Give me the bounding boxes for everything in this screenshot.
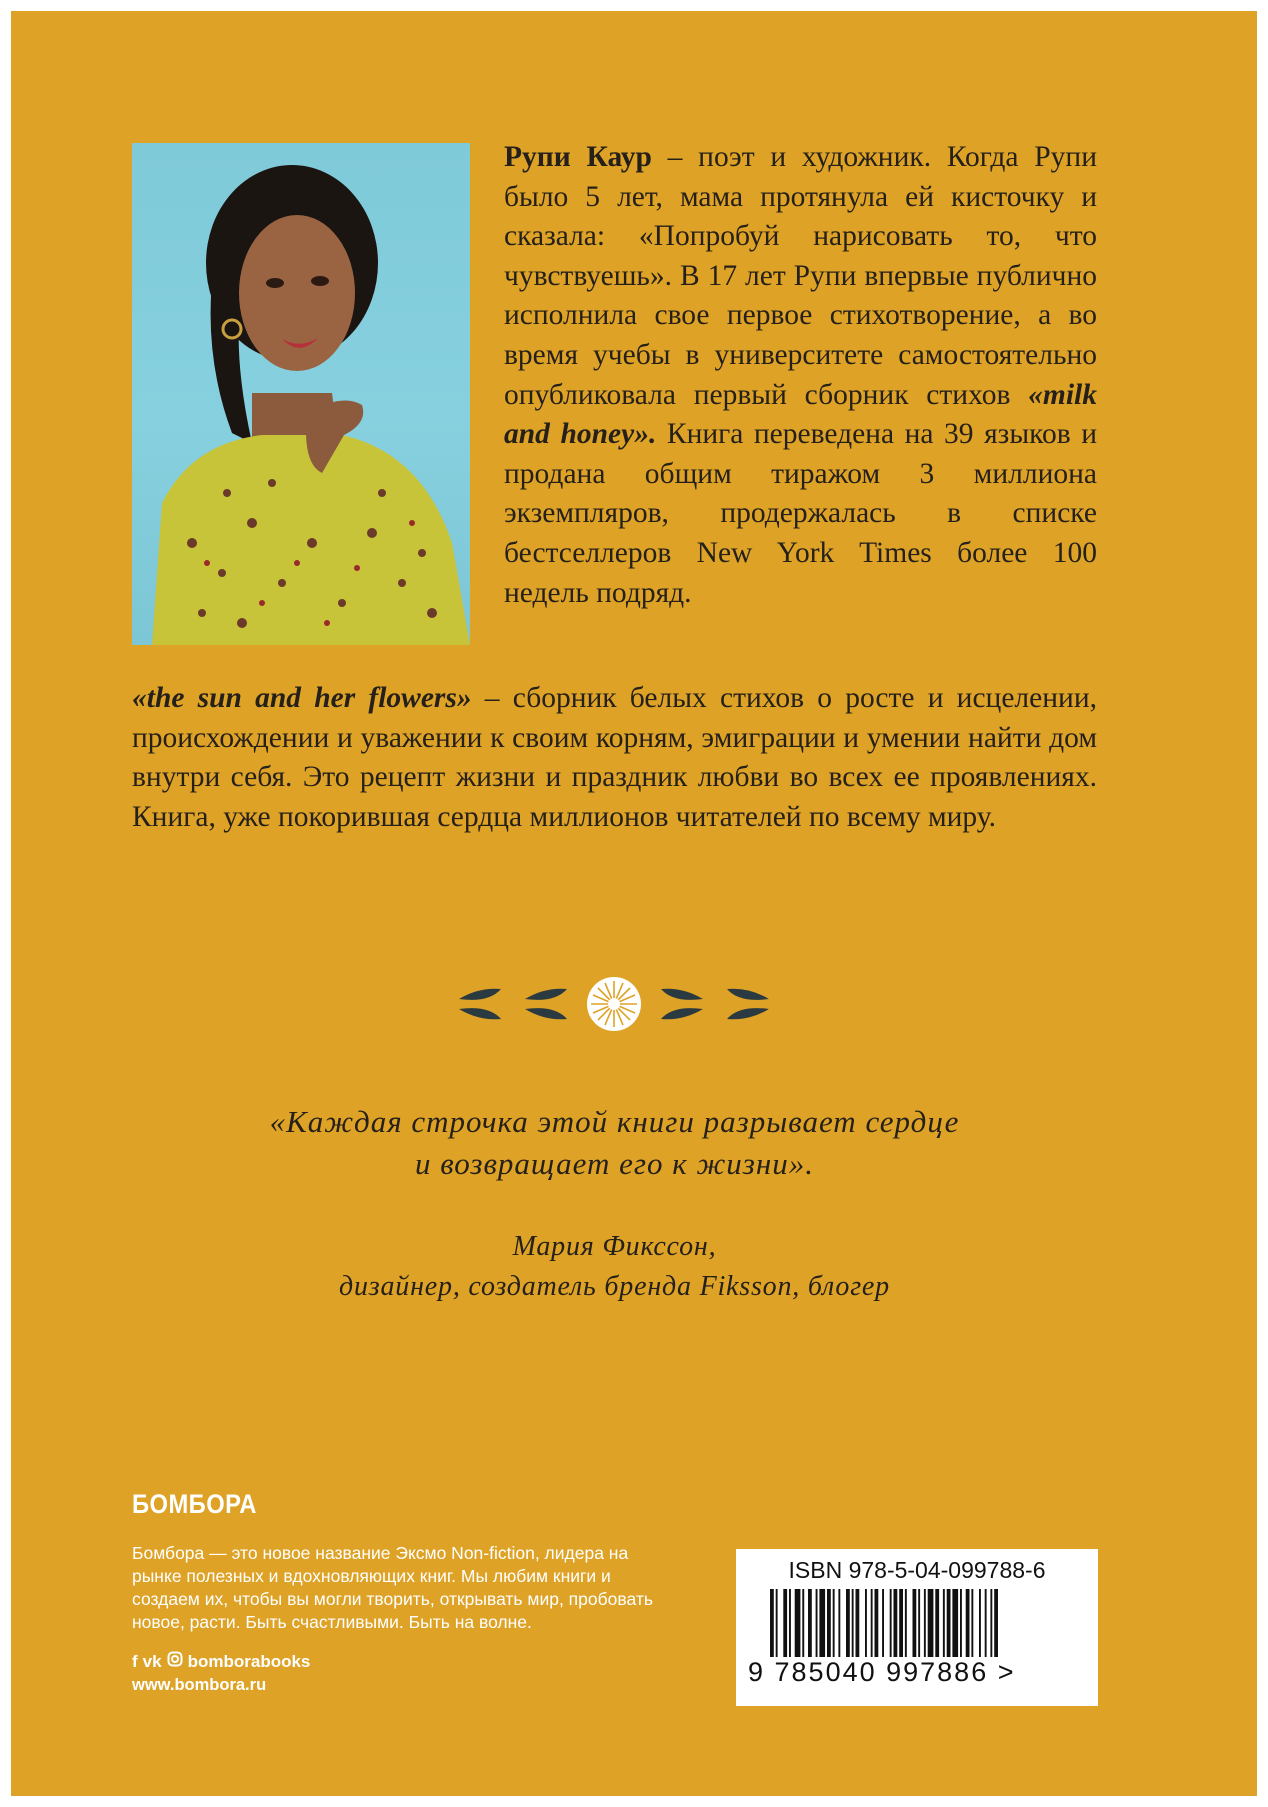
author-bio	[504, 138, 1097, 613]
quote-author: Мария Фикссон,	[512, 1231, 717, 1262]
leaf-ornament-icon	[449, 959, 779, 1049]
book-description-text: – сборник белых стихов о росте и исцелении, происхождении и уважении к своим корням, эмиграции и умении найти дом внутри себя. Это рецепт жизни и праздник любви во всех ее проявлениях. Книга, уже покорившая сердца миллионов читателей по всему миру.	[132, 682, 1097, 833]
barcode-digits-text: 9 785040 997886 >	[748, 1657, 1016, 1687]
instagram-icon[interactable]	[167, 1650, 183, 1673]
quote-line-2: и возвращает его к жизни».	[414, 1146, 814, 1181]
bio-text-part-2: Книга переведена на 39 языков и продана общим тиражом 3 миллиона экземпляров, продержалась в списке бестселлеров New York Times более 100 недель подряд.	[504, 418, 1097, 609]
author-photo	[132, 143, 470, 645]
back-cover	[11, 11, 1257, 1796]
quote-attribution	[132, 1227, 1097, 1307]
review-quote	[132, 1101, 1097, 1185]
publisher-block	[132, 1489, 692, 1697]
book-title: «the sun and her flowers»	[132, 682, 472, 714]
quote-line-1: «Каждая строчка этой книги разрывает сердце	[269, 1104, 960, 1139]
facebook-icon[interactable]: f	[132, 1652, 138, 1671]
social-handle[interactable]: bomborabooks	[187, 1652, 311, 1671]
quote-author-role: дизайнер, создатель бренда Fiksson, блогер	[339, 1271, 890, 1302]
publisher-description: Бомбора — это новое название Эксмо Non-fiction, лидера на рынке полезных и вдохновляющих книг. Мы любим книги и создаем их, чтобы вы могли творить, открывать мир, пробовать новое, расти. Быть счастливыми. Быть на волне.	[132, 1543, 653, 1632]
book-description	[132, 679, 1097, 837]
barcode-box	[736, 1549, 1098, 1706]
vk-icon[interactable]: vk	[142, 1652, 162, 1671]
publisher-website[interactable]: www.bombora.ru	[132, 1676, 267, 1694]
barcode-digits	[748, 1657, 1015, 1688]
publisher-logo: БОМБОРА	[132, 1489, 257, 1519]
bio-book-title: «milk and honey».	[504, 378, 1097, 451]
author-portrait-illustration	[132, 143, 470, 645]
author-name: Рупи Каур	[504, 141, 652, 173]
isbn-number: ISBN 978-5-04-099788-6	[788, 1557, 1046, 1583]
social-links	[132, 1650, 692, 1673]
bio-text-part-1: – поэт и художник. Когда Рупи было 5 лет, мама протянула ей кисточку и сказала: «Попробуй нарисовать то, что чувствуешь». В 17 лет Рупи впервые публично исполнила свое первое стихотворение, а во время учебы в университете самостоятельно опубликовала первый сборник стихов	[504, 141, 1097, 411]
sun-ornament-icon	[587, 977, 641, 1031]
